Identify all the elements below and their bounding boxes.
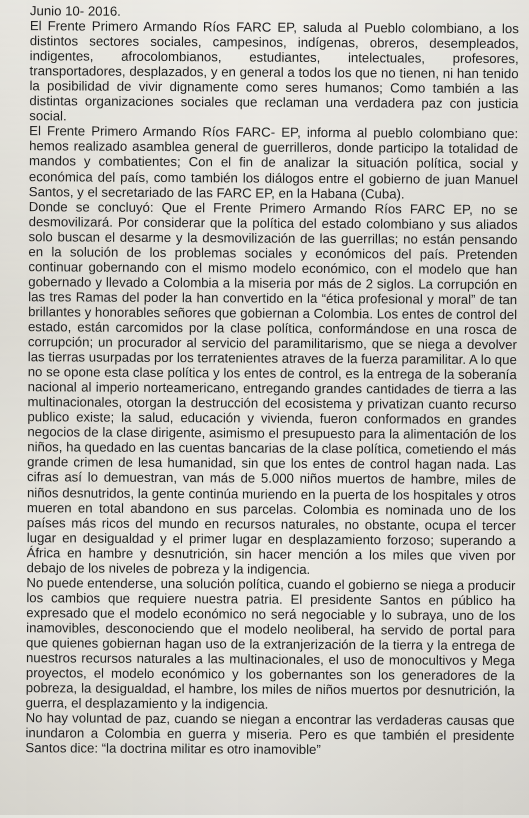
- paragraph-assembly: El Frente Primero Armando Ríos FARC- EP, informa al pueblo colombiano que: hemos realizado asamblea general de guerrilleros, donde participo la totalidad de mandos y combatientes; Con el fin de analizar la situación política, social y económica del país, como también los diálogos entre el gobierno de juan Manuel Santos, y el secretariado de las FARC EP, en la Habana (Cuba).: [28, 123, 519, 202]
- paragraph-greeting: El Frente Primero Armando Ríos FARC EP, saluda al Pueblo colombiano, a los distintos sectores sociales, campesinos, indígenas, obreros, desempleados, indigentes, afrocolombianos, estudiantes, intelectuales, profesores, transportadores, desplazados, y en general a todos los que no tienen, ni han tenido la posibilidad de vivir dignamente como seres humanos; Como también a las distintas organizaciones sociales que reclaman una verdadera paz con justicia social.: [29, 18, 519, 124]
- paragraph-conclusion: Donde se concluyó: Que el Frente Primero Armando Ríos FARC EP, no se desmovilizará. Por considerar que la política del estado colombiano y sus aliados solo buscan el desarme y la desmovilización de las guerrillas; no están pensando en la solución de los problemas sociales y económicos del país. Pretenden continuar gobernando con el mismo modelo económico, con el modelo que han gobernado y llevado a Colombia a la miseria por más de 2 siglos. La corrupción en las tres Ramas del poder la han convertido en la “ética profesional y moral” de tan brillantes y honorables señores que gobiernan a Colombia. Los entes de control del estado, están carcomidos por la clase política, conformándose en una rosca de corrupción; un procurador al servicio del paramilitarismo, que se niega a devolver las tierras usurpadas por los terratenientes atraves de la fuerza paramilitar. A lo que no se opone esta clase política y los entes de control, es la entrega de la soberanía nacional al imperio norteamericano, entregando grandes cantidades de tierra a las multinacionales, otorgan la destrucción del ecosistema y privatizan cuanto recurso publico existe; la salud, educación y vivienda, fueron conformados en grandes negocios de la clase dirigente, asimismo el presupuesto para la alimentación de los niños, ha quedado en las cuentas bancarias de la clase política, cometiendo el más grande crimen de lesa humanidad, sin que los entes de control hagan nada. Las cifras así lo demuestran, van más de 5.000 niños muertos de hambre, miles de niños desnutridos, la gente continúa muriendo en la puerta de los hospitales y otros mueren en total abandono en sus parcelas. Colombia es nominada uno de los países más ricos del mundo en recursos naturales, no obstante, ocupa el tercer lugar en desigualdad y el primer lugar en desplazamiento forzoso; superando a África en hambre y desnutrición, sin hacer mención a los miles que viven por debajo de los niveles de pobreza y la indigencia.: [26, 198, 518, 577]
- paragraph-peace-will: No hay voluntad de paz, cuando se niegan a encontrar las verdaderas causas que inundaron a Colombia en guerra y miseria. Pero es que también el presidente Santos dice: “la doctrina militar es otro inamovible”: [25, 710, 515, 758]
- paragraph-political-solution: No puede entenderse, una solución política, cuando el gobierno se niega a producir los cambios que requiere nuestra patria. El presidente Santos en público ha expresado que el modelo económico no será negociable y lo subraya, uno de los inamovibles, desconociendo que el modelo neoliberal, ha servido de portal para que quienes gobiernan hagan uso de la extranjerización de la tierra y la entrega de nuestros recursos naturales a las multinacionales, el uso de monocultivos y Mega proyectos, el modelo económico y los gobernantes son los generadores de la pobreza, la desigualdad, el hambre, los miles de niños muertos por desnutrición, la guerra, el desplazamiento y la indigencia.: [25, 574, 516, 712]
- document-date: Junio 10- 2016.: [29, 3, 121, 19]
